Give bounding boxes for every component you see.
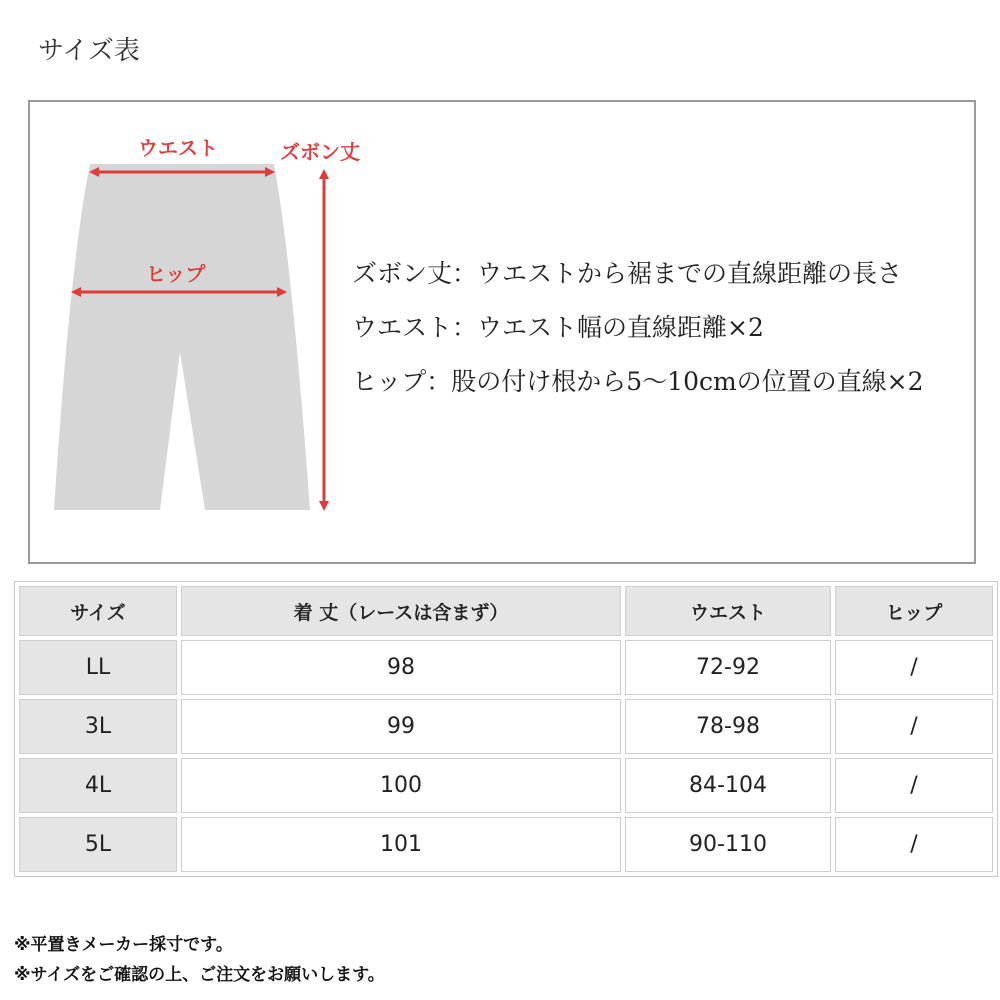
header-waist: ウエスト [625, 586, 831, 636]
description-length: ズボン丈：ウエストから裾までの直線距離の長さ [352, 259, 903, 288]
note-confirm: ※サイズをご確認の上、ご注文をお願いします。 [14, 965, 385, 985]
hip-cell: / [835, 758, 993, 813]
page-title: サイズ表 [38, 36, 140, 66]
waist-cell: 84-104 [625, 758, 831, 813]
waist-cell: 72-92 [625, 640, 831, 695]
size-cell: 5L [19, 817, 177, 872]
header-hip: ヒップ [835, 586, 993, 636]
hip-cell: / [835, 817, 993, 872]
length-label: ズボン丈 [280, 140, 360, 164]
waist-label: ウエスト [138, 136, 218, 160]
size-cell: LL [19, 640, 177, 695]
size-table [14, 581, 998, 877]
table-row [19, 758, 993, 813]
hip-label: ヒップ [146, 262, 206, 286]
size-cell: 3L [19, 699, 177, 754]
header-length: 着 丈（レースは含まず） [181, 586, 621, 636]
size-cell: 4L [19, 758, 177, 813]
length-cell: 101 [181, 817, 621, 872]
description-hip: ヒップ：股の付け根から5～10cmの位置の直線×2 [352, 367, 924, 396]
waist-cell: 90-110 [625, 817, 831, 872]
measurement-diagram [28, 100, 976, 564]
table-header-row [19, 586, 993, 636]
pants-silhouette [54, 164, 310, 510]
note-measurement: ※平置きメーカー採寸です。 [14, 935, 233, 955]
waist-cell: 78-98 [625, 699, 831, 754]
length-cell: 98 [181, 640, 621, 695]
table-row [19, 640, 993, 695]
description-waist: ウエスト：ウエスト幅の直線距離×2 [352, 313, 764, 342]
hip-cell: / [835, 640, 993, 695]
hip-cell: / [835, 699, 993, 754]
length-cell: 100 [181, 758, 621, 813]
length-cell: 99 [181, 699, 621, 754]
table-row [19, 817, 993, 872]
header-size: サイズ [19, 586, 177, 636]
table-row [19, 699, 993, 754]
